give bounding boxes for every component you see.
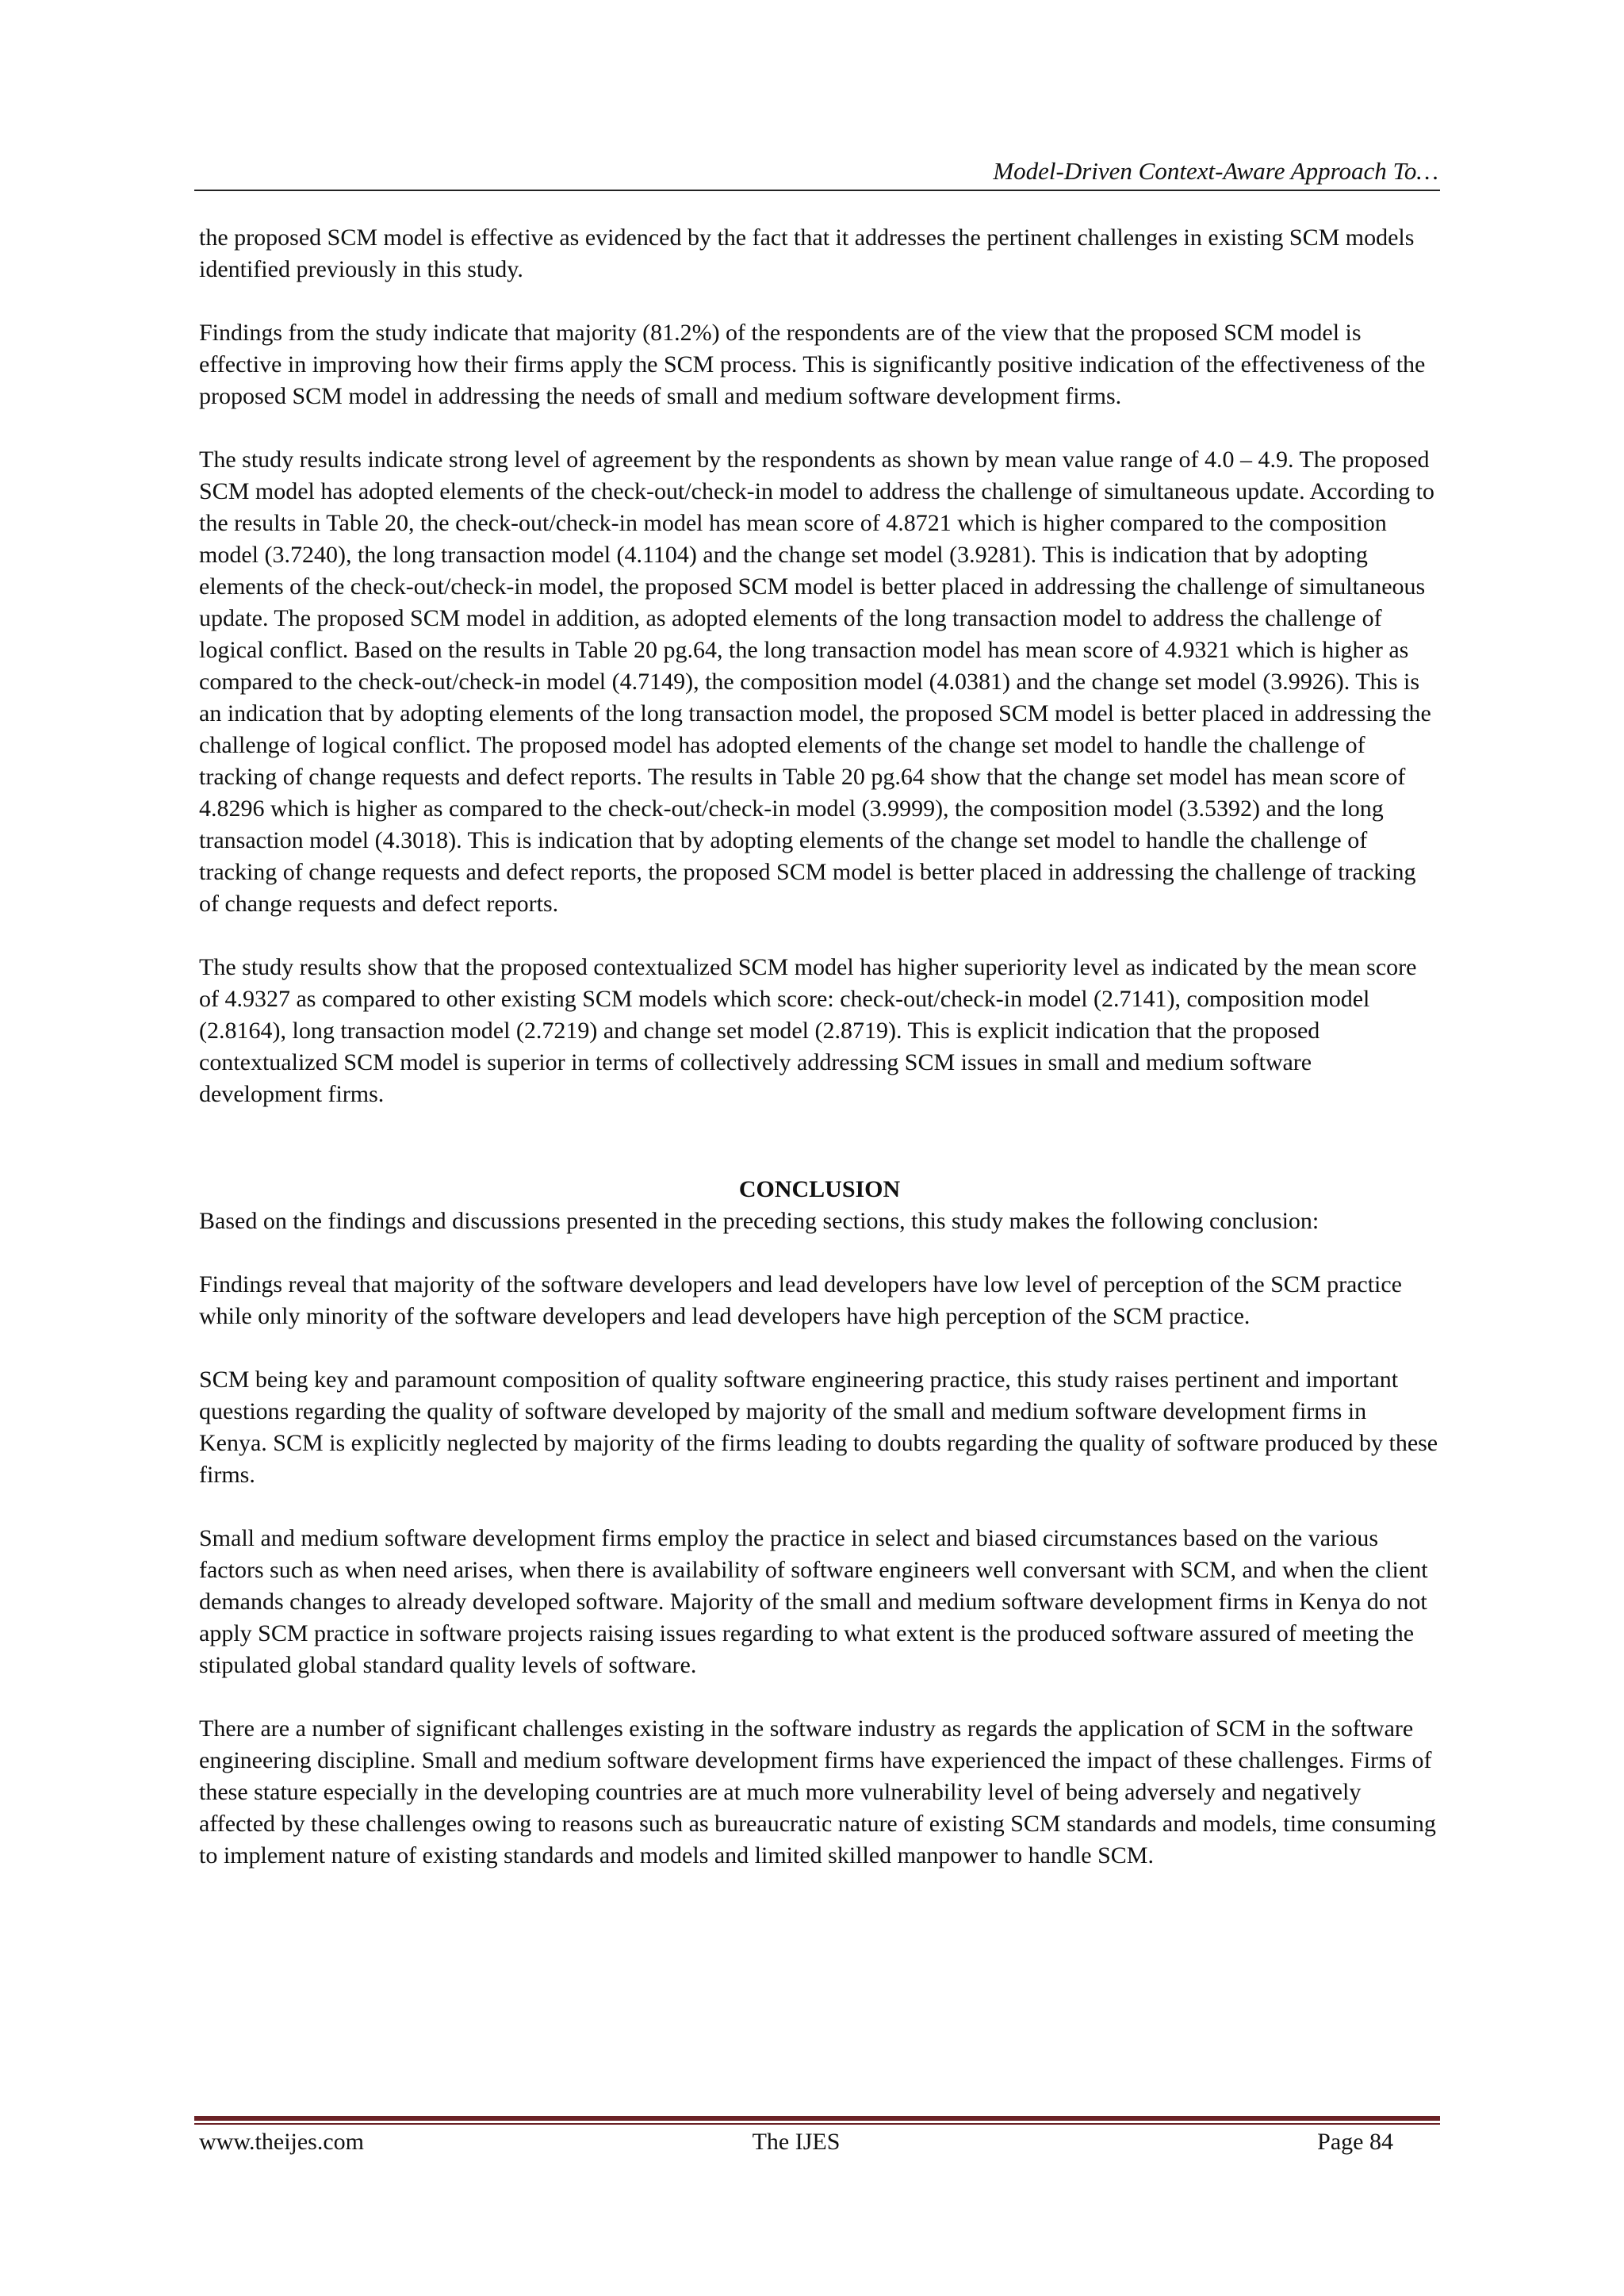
conclusion-paragraph: Small and medium software development firms employ the practice in select and biased circumstances based on the various factors such as when need arises, when there is availability of software engineers well conversant with SCM, and when the client demands changes to already developed software. Majority of the small and medium software development firms in Kenya do not apply SCM practice in software projects raising issues regarding to what extent is the produced software assured of meeting the stipulated global standard quality levels of software. (199, 1525, 1428, 1678)
footer-rule-thin (194, 2123, 1440, 2125)
body-paragraph: the proposed SCM model is effective as evidenced by the fact that it addresses the pertinent challenges in existing SCM models identified previously in this study. (199, 224, 1415, 282)
footer-rule-thick (194, 2116, 1440, 2121)
body-paragraph: Findings from the study indicate that majority (81.2%) of the respondents are of the view that the proposed SCM model is effective in improving how their firms apply the SCM process. This is significantly positive indication of the effectiveness of the proposed SCM model in addressing the needs of small and medium software development firms. (199, 320, 1426, 409)
header-divider (194, 190, 1440, 191)
body-paragraph: The study results show that the proposed contextualized SCM model has higher superiority level as indicated by the mean score of 4.9327 as compared to other existing SCM models which score: check-out/check-in model (2.7141), composition model (2.8164), long transaction model (2.7219) and change set model (2.8719). This is explicit indication that the proposed contextualized SCM model is superior in terms of collectively addressing SCM issues in small and medium software development firms. (199, 954, 1417, 1107)
footer-divider (194, 2116, 1440, 2125)
footer-journal-name: The IJES (752, 2129, 841, 2155)
body-paragraph: The study results indicate strong level of agreement by the respondents as shown by mean value range of 4.0 – 4.9. The proposed SCM model has adopted elements of the check-out/check-in model to address the challenge of simultaneous update. According to the results in Table 20, the check-out/check-in model has mean score of 4.8721 which is higher compared to the composition model (3.7240), the long transaction model (4.1104) and the change set model (3.9281). This is indication that by adopting elements of the check-out/check-in model, the proposed SCM model is better placed in addressing the challenge of simultaneous update. The proposed SCM model in addition, as adopted elements of the long transaction model to address the challenge of logical conflict. Based on the results in Table 20 pg.64, the long transaction model has mean score of 4.9321 which is higher as compared to the check-out/check-in model (4.7149), the composition model (4.0381) and the change set model (3.9926). This is an indication that by adopting elements of the long transaction model, the proposed SCM model is better placed in addressing the challenge of logical conflict. The proposed model has adopted elements of the change set model to handle the challenge of tracking of change requests and defect reports. The results in Table 20 pg.64 show that the change set model has mean score of 4.8296 which is higher as compared to the check-out/check-in model (3.9999), the composition model (3.5392) and the long transaction model (4.3018). This is indication that by adopting elements of the change set model to handle the challenge of tracking of change requests and defect reports, the proposed SCM model is better placed in addressing the challenge of tracking of change requests and defect reports. (199, 447, 1434, 917)
conclusion-paragraph: Findings reveal that majority of the software developers and lead developers have low level of perception of the SCM practice while only minority of the software developers and lead developers have high perception of the SCM practice. (199, 1271, 1402, 1329)
footer-page-number: Page 84 (1317, 2129, 1393, 2155)
page-body (199, 222, 1440, 1872)
conclusion-paragraph: There are a number of significant challenges existing in the software industry as regards the application of SCM in the software engineering discipline. Small and medium software development firms have experienced the impact of these challenges. Firms of these stature especially in the developing countries are at much more vulnerability level of being adversely and negatively affected by these challenges owing to reasons such as bureaucratic nature of existing SCM standards and models, time consuming to implement nature of existing standards and models and limited skilled manpower to handle SCM. (199, 1715, 1436, 1869)
page-footer (199, 2126, 1393, 2158)
footer-website-link[interactable]: www.theijes.com (199, 2129, 365, 2155)
conclusion-paragraph: Based on the findings and discussions presented in the preceding sections, this study makes the following conclusion: (199, 1208, 1320, 1234)
conclusion-heading: CONCLUSION (738, 1176, 901, 1202)
conclusion-paragraph: SCM being key and paramount composition of quality software engineering practice, this study raises pertinent and important questions regarding the quality of software developed by majority of the small and medium software development firms in Kenya. SCM is explicitly neglected by majority of the firms leading to doubts regarding the quality of software produced by these firms. (199, 1366, 1438, 1488)
running-header-title: Model-Driven Context-Aware Approach To… (993, 157, 1438, 185)
